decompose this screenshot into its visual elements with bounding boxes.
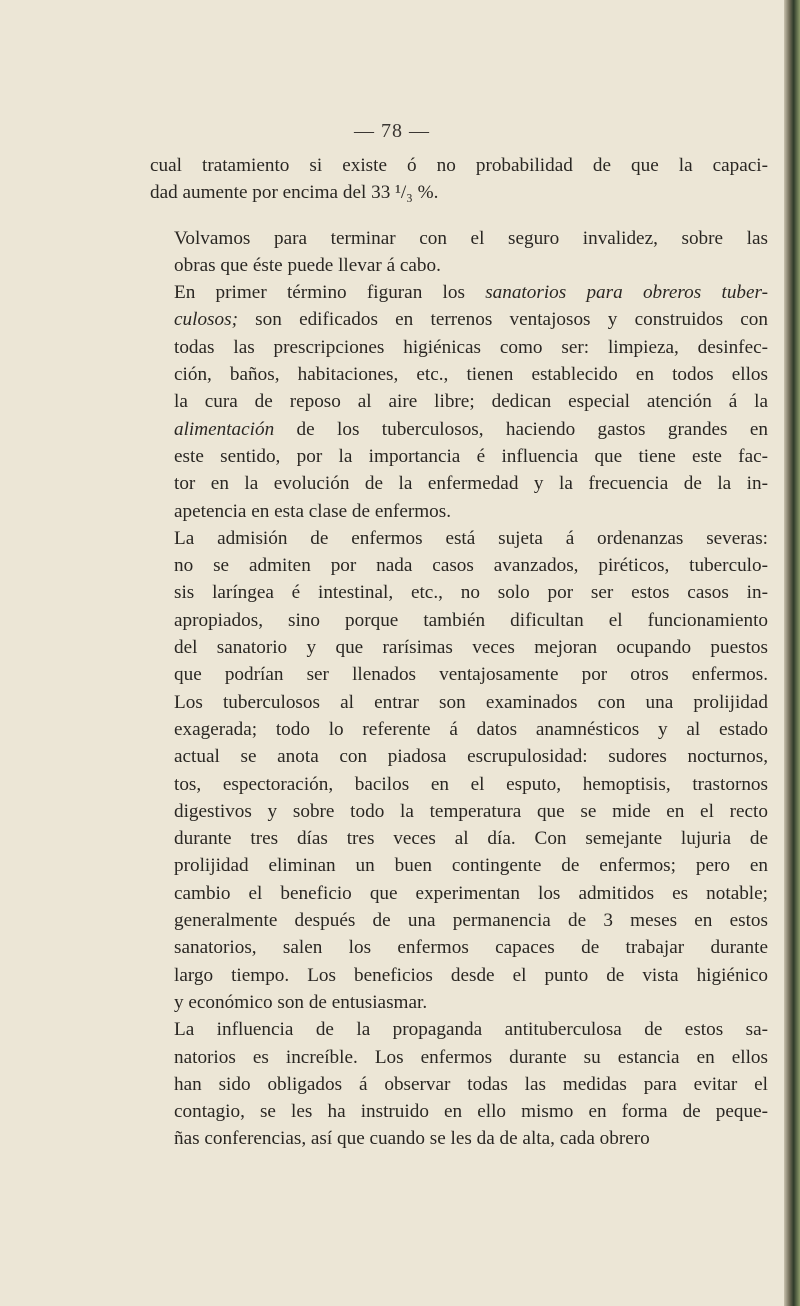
text-line: sis laríngea é intestinal, etc., no solo por ser estos casos in- bbox=[174, 582, 768, 604]
text-line: dad aumente por encima del 33 ¹/₃ %. bbox=[150, 182, 439, 204]
text-line: contagio, se les ha instruido en ello mismo en forma de peque- bbox=[174, 1101, 768, 1123]
text-line: actual se anota con piadosa escrupulosidad: sudores nocturnos, bbox=[174, 746, 768, 768]
text-line: no se admiten por nada casos avanzados, piréticos, tuberculo- bbox=[174, 555, 768, 577]
text-line: natorios es increíble. Los enfermos durante su estancia en ellos bbox=[174, 1046, 768, 1068]
text-line: han sido obligados á observar todas las medidas para evitar el bbox=[174, 1073, 768, 1095]
text-line: y económico son de entusiasmar. bbox=[174, 991, 428, 1013]
text-line: digestivos y sobre todo la temperatura que se mide en el recto bbox=[174, 800, 768, 822]
text-line: ción, baños, habitaciones, etc., tienen establecido en todos ellos bbox=[174, 364, 768, 386]
text-line: La admisión de enfermos está sujeta á ordenanzas severas: bbox=[174, 527, 768, 549]
text-line: generalmente después de una permanencia de 3 meses en estos bbox=[174, 910, 768, 932]
text-line: Volvamos para terminar con el seguro invalidez, sobre las bbox=[174, 227, 768, 249]
text-line: culosos; son edificados en terrenos ventajosos y construidos con bbox=[174, 309, 768, 331]
text-line: En primer término figuran los sanatorios para obreros tuber- bbox=[174, 282, 768, 304]
page-number: — 78 — bbox=[354, 120, 430, 142]
text-line: tor en la evolución de la enfermedad y la frecuencia de la in- bbox=[174, 473, 768, 495]
text-line: que podrían ser llenados ventajosamente por otros enfermos. bbox=[174, 664, 768, 686]
text-line: prolijidad eliminan un buen contingente de enfermos; pero en bbox=[174, 855, 768, 877]
paragraph bbox=[150, 152, 768, 207]
body-text bbox=[150, 152, 768, 1153]
text-line: largo tiempo. Los beneficios desde el punto de vista higiénico bbox=[174, 964, 768, 986]
paragraph bbox=[150, 525, 768, 1016]
text-line: apropiados, sino porque también dificultan el funcionamiento bbox=[174, 609, 768, 631]
text-line: apetencia en esta clase de enfermos. bbox=[174, 500, 452, 522]
paragraph bbox=[150, 1016, 768, 1152]
text-line: obras que éste puede llevar á cabo. bbox=[174, 254, 441, 276]
paragraph bbox=[150, 279, 768, 525]
text-line: tos, espectoración, bacilos en el esputo, hemoptisis, trastornos bbox=[174, 773, 768, 795]
text-line: cual tratamiento si existe ó no probabilidad de que la capaci- bbox=[150, 155, 768, 176]
text-line: este sentido, por la importancia é influencia que tiene este fac- bbox=[174, 445, 768, 467]
text-line: la cura de reposo al aire libre; dedican especial atención á la bbox=[174, 391, 768, 413]
text-line: ñas conferencias, así que cuando se les da de alta, cada obrero bbox=[174, 1128, 650, 1150]
text-line: todas las prescripciones higiénicas como ser: limpieza, desinfec- bbox=[174, 336, 768, 358]
text-line: Los tuberculosos al entrar son examinados con una prolijidad bbox=[174, 691, 768, 713]
text-line: alimentación de los tuberculosos, haciendo gastos grandes en bbox=[174, 418, 768, 440]
text-line: sanatorios, salen los enfermos capaces de trabajar durante bbox=[174, 937, 768, 959]
text-line: del sanatorio y que rarísimas veces mejoran ocupando puestos bbox=[174, 637, 768, 659]
text-line: durante tres días tres veces al día. Con semejante lujuria de bbox=[174, 828, 768, 850]
text-line: cambio el beneficio que experimentan los admitidos es notable; bbox=[174, 882, 768, 904]
page-edge bbox=[784, 0, 800, 1306]
paragraph bbox=[150, 225, 768, 280]
text-line: exagerada; todo lo referente á datos anamnésticos y al estado bbox=[174, 718, 768, 740]
text-line: La influencia de la propaganda antituberculosa de estos sa- bbox=[174, 1019, 768, 1041]
